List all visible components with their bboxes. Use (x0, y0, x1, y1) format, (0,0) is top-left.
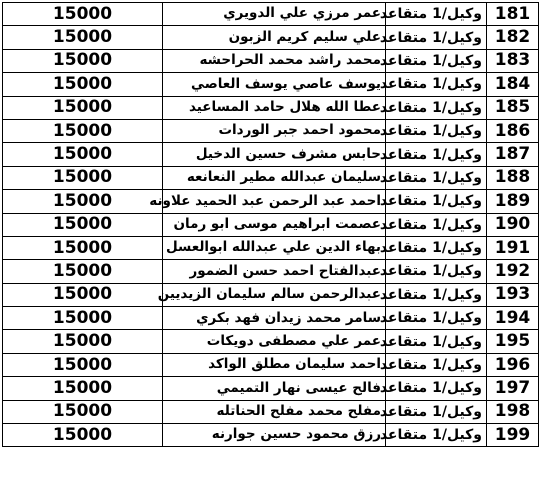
serial-number-cell: 197 (487, 377, 539, 400)
serial-number-cell: 191 (487, 236, 539, 259)
table-row (3, 283, 539, 306)
amount-cell: 15000 (3, 96, 163, 119)
rank-cell: وكيل/1 متقاعد (386, 143, 487, 166)
rank-cell: وكيل/1 متقاعد (386, 49, 487, 72)
rank-cell: وكيل/1 متقاعد (386, 213, 487, 236)
amount-cell: 15000 (3, 190, 163, 213)
serial-number-cell: 195 (487, 330, 539, 353)
rank-cell: وكيل/1 متقاعد (386, 260, 487, 283)
table-row (3, 190, 539, 213)
name-cell: سليمان عبدالله مطير النعانعه (163, 166, 386, 189)
name-cell: عبدالرحمن سالم سليمان الزيديين (163, 283, 386, 306)
amount-cell: 15000 (3, 26, 163, 49)
rank-cell: وكيل/1 متقاعد (386, 236, 487, 259)
rank-cell: وكيل/1 متقاعد (386, 307, 487, 330)
rank-cell: وكيل/1 متقاعد (386, 190, 487, 213)
name-cell: محمد راشد محمد الحراحشه (163, 49, 386, 72)
name-cell: احمد عبد الرحمن عبد الحميد علاونه (163, 190, 386, 213)
rank-cell: وكيل/1 متقاعد (386, 424, 487, 447)
rank-cell: وكيل/1 متقاعد (386, 119, 487, 142)
rank-cell: وكيل/1 متقاعد (386, 73, 487, 96)
rank-cell: وكيل/1 متقاعد (386, 96, 487, 119)
amount-cell: 15000 (3, 236, 163, 259)
name-cell: عصمت ابراهيم موسى ابو رمان (163, 213, 386, 236)
amount-cell: 15000 (3, 353, 163, 376)
amount-cell: 15000 (3, 377, 163, 400)
table-row (3, 330, 539, 353)
serial-number-cell: 181 (487, 3, 539, 26)
name-cell: علي سليم كريم الزبون (163, 26, 386, 49)
serial-number-cell: 194 (487, 307, 539, 330)
rank-cell: وكيل/1 متقاعد (386, 166, 487, 189)
table-row (3, 26, 539, 49)
table-row (3, 400, 539, 423)
name-cell: احمد سليمان مطلق الواكد (163, 353, 386, 376)
amount-cell: 15000 (3, 73, 163, 96)
serial-number-cell: 198 (487, 400, 539, 423)
name-cell: رزق محمود حسين جوارنه (163, 424, 386, 447)
amount-cell: 15000 (3, 260, 163, 283)
amount-cell: 15000 (3, 213, 163, 236)
table-row (3, 213, 539, 236)
rank-cell: وكيل/1 متقاعد (386, 330, 487, 353)
name-cell: مفلح محمد مفلح الحناتله (163, 400, 386, 423)
serial-number-cell: 188 (487, 166, 539, 189)
serial-number-cell: 190 (487, 213, 539, 236)
table-row (3, 96, 539, 119)
serial-number-cell: 189 (487, 190, 539, 213)
serial-number-cell: 199 (487, 424, 539, 447)
rank-cell: وكيل/1 متقاعد (386, 400, 487, 423)
table-row (3, 307, 539, 330)
name-cell: فالح عيسى نهار التميمي (163, 377, 386, 400)
name-cell: بهاء الدين علي عبدالله ابوالعسل (163, 236, 386, 259)
amount-cell: 15000 (3, 119, 163, 142)
table-row (3, 236, 539, 259)
table-row (3, 49, 539, 72)
serial-number-cell: 192 (487, 260, 539, 283)
table-row (3, 260, 539, 283)
table-row (3, 166, 539, 189)
rank-cell: وكيل/1 متقاعد (386, 353, 487, 376)
amount-cell: 15000 (3, 400, 163, 423)
name-cell: محمود احمد جبر الوردات (163, 119, 386, 142)
serial-number-cell: 196 (487, 353, 539, 376)
name-cell: عطا الله هلال حامد المساعيد (163, 96, 386, 119)
serial-number-cell: 184 (487, 73, 539, 96)
name-cell: يوسف عاصي يوسف العاصي (163, 73, 386, 96)
amount-cell: 15000 (3, 49, 163, 72)
serial-number-cell: 183 (487, 49, 539, 72)
serial-number-cell: 185 (487, 96, 539, 119)
name-cell: عبدالفتاح احمد حسن الضمور (163, 260, 386, 283)
records-table-body (3, 3, 539, 447)
serial-number-cell: 187 (487, 143, 539, 166)
rank-cell: وكيل/1 متقاعد (386, 283, 487, 306)
amount-cell: 15000 (3, 330, 163, 353)
table-row (3, 424, 539, 447)
serial-number-cell: 193 (487, 283, 539, 306)
amount-cell: 15000 (3, 166, 163, 189)
table-row (3, 73, 539, 96)
serial-number-cell: 186 (487, 119, 539, 142)
table-row (3, 119, 539, 142)
rank-cell: وكيل/1 متقاعد (386, 3, 487, 26)
table-row (3, 3, 539, 26)
name-cell: عمر مرزي علي الدويري (163, 3, 386, 26)
table-row (3, 377, 539, 400)
name-cell: سامر محمد زيدان فهد بكري (163, 307, 386, 330)
name-cell: عمر علي مصطفى دويكات (163, 330, 386, 353)
amount-cell: 15000 (3, 307, 163, 330)
serial-number-cell: 182 (487, 26, 539, 49)
amount-cell: 15000 (3, 424, 163, 447)
table-row (3, 143, 539, 166)
name-cell: حابس مشرف حسين الدخيل (163, 143, 386, 166)
rank-cell: وكيل/1 متقاعد (386, 26, 487, 49)
rank-cell: وكيل/1 متقاعد (386, 377, 487, 400)
table-row (3, 353, 539, 376)
amount-cell: 15000 (3, 3, 163, 26)
amount-cell: 15000 (3, 143, 163, 166)
records-table (2, 2, 539, 447)
amount-cell: 15000 (3, 283, 163, 306)
